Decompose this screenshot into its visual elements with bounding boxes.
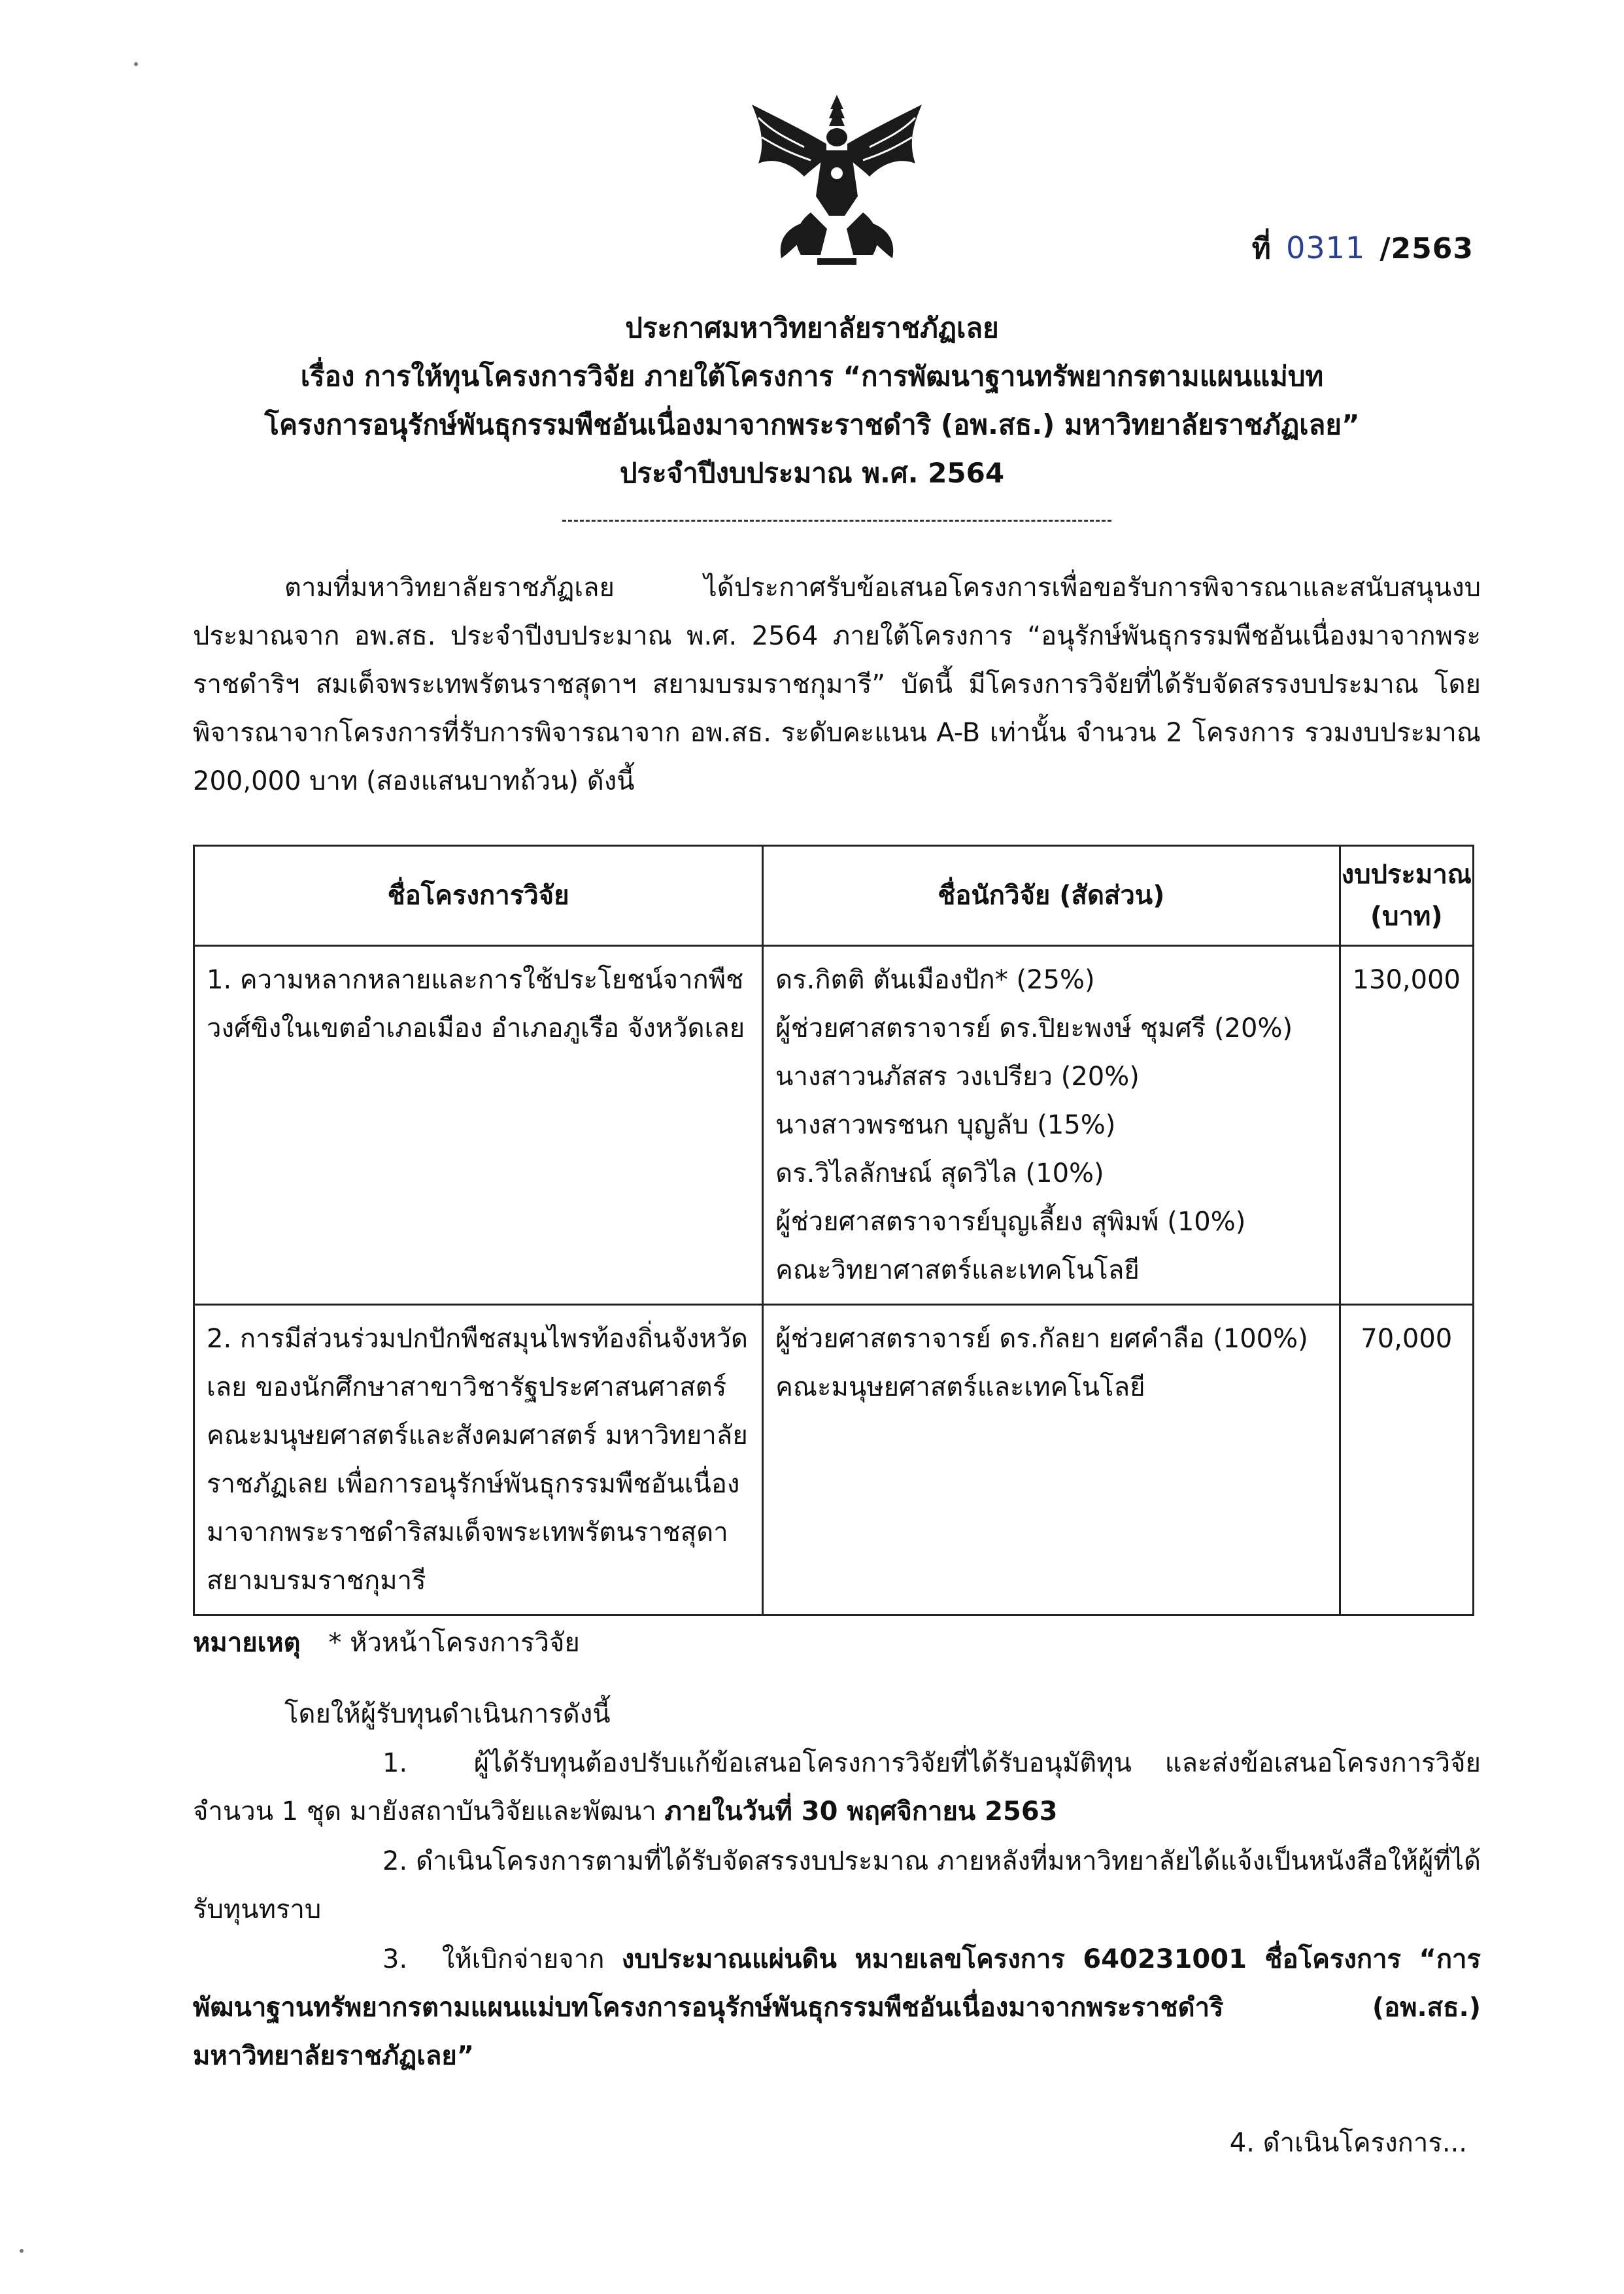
note-label: หมายเหตุ [193,1628,301,1658]
instructions-lead [193,1690,1481,1738]
item-text: ให้เบิกจ่ายจาก [441,1944,622,1974]
researchers-cell [763,1305,1340,1615]
instructions-lead-text: โดยให้ผู้รับทุนดำเนินการดังนี้ [284,1699,611,1729]
project-cell: 2. การมีส่วนร่วมปกปักพืชสมุนไพรท้องถิ่นจังหวัดเลย ของนักศึกษาสาขาวิชารัฐประศาสนศาสตร์ คณะมนุษยศาสตร์และสังคมศาสตร์ มหาวิทยาลัยราชภัฏเลย เพื่อการอนุรักษ์พันธุกรรมพืชอันเนื่องมาจากพระราชดำริสมเด็จพระเทพรัตนราชสุดา สยามบรมราชกุมารี [194,1305,763,1615]
project-cell: 1. ความหลากหลายและการใช้ประโยชน์จากพืชวงศ์ขิงในเขตอำเภอเมือง อำเภอภูเรือ จังหวัดเลย [194,946,763,1305]
budget-cell: 70,000 [1340,1305,1473,1615]
instruction-item-2 [193,1837,1481,1934]
page-continuation: 4. ดำเนินโครงการ... [1229,2128,1467,2158]
document-number-handwritten: 0311 [1286,230,1366,265]
item-budget-source: งบประมาณแผ่นดิน หมายเลขโครงการ 640231001 ชื่อโครงการ “การพัฒนาฐานทรัพยากรตามแผนแม่บทโครงการอนุรักษ์พันธุกรรมพืชอันเนื่องมาจากพระราชดำริ (อพ.สธ.) มหาวิทยาลัยราชภัฏเลย” [193,1944,1481,2071]
table-header-row [194,846,1474,946]
table-row [194,1305,1474,1615]
scan-speck [20,2249,24,2253]
item-number: 3. [382,1944,408,1974]
instruction-item-1 [193,1739,1481,1836]
researcher-line: ผู้ช่วยศาสตราจารย์ ดร.ปิยะพงษ์ ชุมศรี (20%) [775,1013,1293,1043]
title-line-4: ประจำปีงบประมาณ พ.ศ. 2564 [619,457,1005,489]
grant-table [193,845,1474,1616]
header-budget-line2: (บาท) [1370,902,1443,932]
researcher-line: ดร.วิไลลักษณ์ สุดวิไล (10%) [775,1158,1104,1189]
intro-paragraph [193,564,1481,805]
title-line-2: เรื่อง การให้ทุนโครงการวิจัย ภายใต้โครงการ “การพัฒนาฐานทรัพยากรตามแผนแม่บท [300,360,1324,392]
document-number [1252,226,1474,271]
document-number-suffix: /2563 [1379,232,1474,265]
researchers-cell [763,946,1340,1305]
researcher-line: คณะมนุษยศาสตร์และเทคโนโลยี [775,1372,1145,1402]
researcher-line: นางสาวพรชนก บุญลับ (15%) [775,1110,1116,1140]
header-researchers: ชื่อนักวิจัย (สัดส่วน) [763,846,1340,946]
item-deadline: ภายในวันที่ 30 พฤศจิกายน 2563 [664,1796,1058,1827]
item-number: 1. [382,1748,408,1778]
researcher-line: ผู้ช่วยศาสตราจารย์ ดร.กัลยา ยศคำลือ (100%) [775,1324,1308,1354]
researcher-line: นางสาวนภัสสร วงเปรียว (20%) [775,1062,1140,1092]
header-budget [1340,846,1473,946]
header-project: ชื่อโครงการวิจัย [194,846,763,946]
table-row [194,946,1474,1305]
researcher-line: ผู้ช่วยศาสตราจารย์บุญเลี้ยง สุพิมพ์ (10%) [775,1207,1246,1237]
document-number-prefix: ที่ [1251,232,1272,265]
item-text: ดำเนินโครงการตามที่ได้รับจัดสรรงบประมาณ ภายหลังที่มหาวิทยาลัยได้แจ้งเป็นหนังสือให้ผู้ที่ได้รับทุนทราบ [193,1846,1481,1925]
announcement-title [0,304,1624,498]
scan-speck [134,62,138,66]
item-text: ผู้ได้รับทุนต้องปรับแก้ข้อเสนอโครงการวิจัยที่ได้รับอนุมัติทุน และส่งข้อเสนอโครงการวิจัยจำนวน 1 ชุด มายังสถาบันวิจัยและพัฒนา [193,1748,1481,1827]
garuda-emblem [739,92,935,268]
researcher-line: คณะวิทยาศาสตร์และเทคโนโลยี [775,1255,1140,1285]
title-divider [562,520,1111,522]
title-line-1: ประกาศมหาวิทยาลัยราชภัฏเลย [625,312,999,344]
instruction-item-3 [193,1935,1481,2080]
header-budget-line1: งบประมาณ [1341,860,1472,890]
item-number: 2. [382,1846,408,1876]
intro-text: ตามที่มหาวิทยาลัยราชภัฏเลย ได้ประกาศรับข้อเสนอโครงการเพื่อขอรับการพิจารณาและสนับสนุนงบประมาณจาก อพ.สธ. ประจำปีงบประมาณ พ.ศ. 2564 ภายใต้โครงการ “อนุรักษ์พันธุกรรมพืชอันเนื่องมาจากพระราชดำริฯ สมเด็จพระเทพรัตนราชสุดาฯ สยามบรมราชกุมารี” บัดนี้ มีโครงการวิจัยที่ได้รับจัดสรรงบประมาณ โดยพิจารณาจากโครงการที่รับการพิจารณาจาก อพ.สธ. ระดับคะแนน A-B เท่านั้น จำนวน 2 โครงการ รวมงบประมาณ 200,000 บาท (สองแสนบาทถ้วน) ดังนี้ [193,573,1481,796]
title-line-3: โครงการอนุรักษ์พันธุกรรมพืชอันเนื่องมาจากพระราชดำริ (อพ.สธ.) มหาวิทยาลัยราชภัฏเลย” [264,409,1360,441]
note-text: * หัวหน้าโครงการวิจัย [328,1628,580,1658]
budget-cell: 130,000 [1340,946,1473,1305]
table-note [193,1621,580,1663]
researcher-line: ดร.กิตติ ตันเมืองปัก* (25%) [775,965,1095,995]
